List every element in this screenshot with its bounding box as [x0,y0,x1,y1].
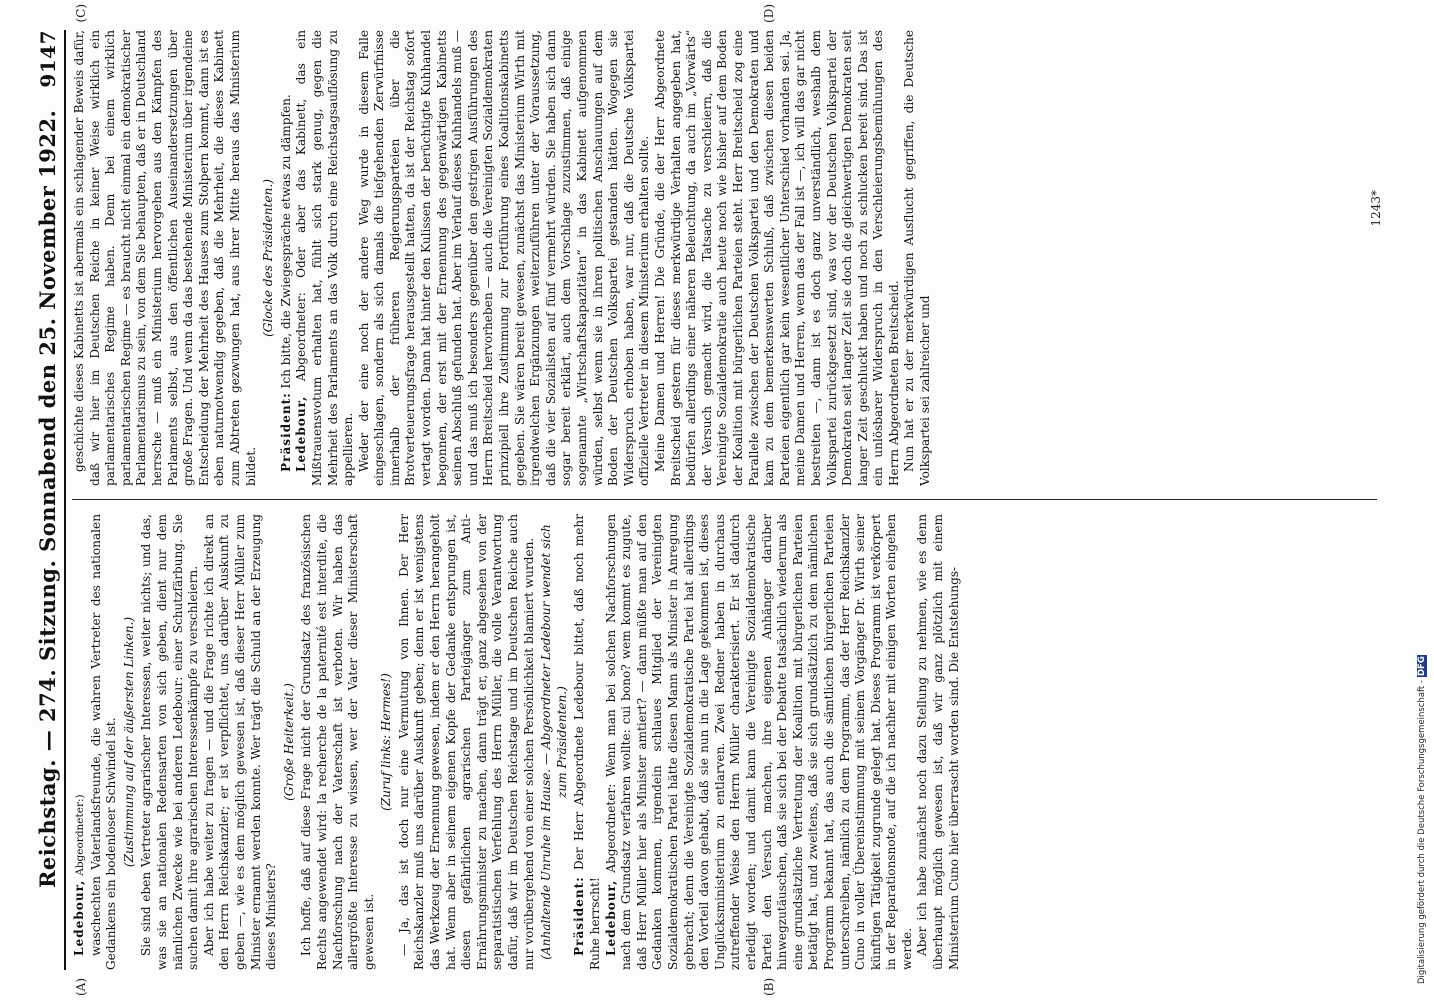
left-column [72,514,1377,970]
paragraph [139,514,201,970]
paragraph [539,514,570,970]
paragraph [294,30,356,486]
paragraph-text: Aber ich habe weiter zu fragen — und die Frage richte ich direkt an den Herrn Reichskanzler; er ist verpflichtet, uns darüber Auskunft zu geben —, wie es dem möglich gewesen ist, daß dieser Herr Müller zum Minister ernannt werden konnte. Wer trägt die Schuld an der Erzeugung dieses Ministers? [201,514,279,970]
speaker-name: Präsident: [572,876,587,956]
footer-mark: 1243* [1369,190,1383,227]
margin-marker-b: (B) [762,977,776,996]
paragraph-text: waschechten Vaterlandsfreunde, die wahren Vertreter des nationalen Gedankens ein bodenloser Schwindel ist. [88,514,119,970]
paragraph [653,30,903,486]
funding-note [1417,14,1431,984]
paragraph [604,514,916,970]
speaker-role: Abgeordneter:) [74,794,86,876]
margin-marker-d: (D) [762,4,776,23]
paragraph-text: Abgeordneter: Wenn man bei solchen Nachforschungen nach dem Grundsatz verfahren wollte: cui bono? wem kommt es zugute, daß Herr Müller hier als Minister amtiert? — dann müßte man auf den Gedanken kommen, irgendein schlaues Mitglied der Vereinigten Sozialdemokratischen Partei hätte diesen Mann als Minister in Anregung gebracht; denn die Vereinigte Sozialdemokratische Partei hat allerdings den Vorteil davon gehabt, daß sie nun in die Lage gekommen ist, dieses Unglücksministerium zu entlarven. Zwei Redner haben in durchaus zutreffender Weise den Herrn Müller charakterisiert. Er ist dadurch erledigt worden; und damit kann die Vereinigte Sozialdemokratische Partei den Versuch machen, ihre eigenen Anhänger darüber hinwegzutäuschen, daß sie sich bei der Debatte tatsächlich wiederum als eine grundsätzliche Vertretung der Koalition mit bürgerlichen Parteien betätigt hat, und zweitens, daß sie sich grundsätzlich zu dem nämlichen Programm bekannt hat, das auch die sämtlichen bürgerlichen Parteien unterschreiben, nämlich zu dem Programm, das der Herr Reichskanzler Cuno in voller Übereinstimmung mit seinem Vorgänger Dr. Wirth seiner künftigen Tätigkeit zugrunde gelegt hat. Dieses Programm ist verkörpert in der Reparationsnote, auf die ich nachher mit einigen Worten eingehen werde. [603,514,914,970]
speaker-name: Ledebour, [72,879,86,956]
paragraph-text: — Ja, das ist doch nur eine Vermutung von Ihnen. Der Herr Reichskanzler muß uns darüber Auskunft geben; denn er ist wenigstens das Werkzeug der Ernennung gewesen, indem er den Herrn herangeholt hat. Wenn aber in seinem eigenen Kopfe der Gedanke entsprungen ist, diesen gefährlichen agrarischen Parteigänger zum Anti-Ernährungsminister zu machen, dann trägt er, ganz abgesehen von der separatistischen Verfehlung des Herrn Müller, die volle Verantwortung dafür, daß wir im Deutschen Reichstage und im Deutschen Reiche auch nur vorübergehend von einer solchen Persönlichkeit blamiert wurden. [396,514,536,970]
dfg-logo: DFG [1417,656,1427,677]
paragraph-text: (Zuruf links: Hermes!) [379,673,394,811]
right-column [72,30,1377,486]
paragraph-text: (Große Heiterkeit.) [281,683,296,801]
page-header [35,30,66,970]
funding-note-text: Digitalisierung gefördert durch die Deutsche Forschungsgemeinschaft - [1417,680,1427,984]
paragraph [902,30,933,486]
newspaper-page [17,0,1417,1000]
paragraph-text: (Zustimmung auf der äußersten Linken.) [121,616,136,868]
speaker-name: Ledebour, [294,395,309,472]
paragraph [122,514,138,970]
paragraph-text: Ich bitte, die Zwiegespräche etwas zu dämpfen. [278,94,293,389]
paragraph-text: Sie sind eben Vertreter agrarischer Interessen, weiter nichts; und das, was sie an nationalen Redensarten von sich geben, dient nur dem nämlichen Zwecke wie bei anderen Ledebour: einer Schutzfärbung. Sie suchen damit ihre agrarischen Interessenkämpfe zu verschleiern. [139,514,201,970]
paragraph-text: (Glocke des Präsidenten.) [261,179,276,337]
paragraph-text: Abgeordneter: Oder aber das Kabinett, das ein Mißtrauensvotum erhalten hat, fühlt sich stark genug, gegen die Mehrheit des Parlaments an das Volk durch eine Reichstagsauflösung zu appellieren. [294,30,356,486]
paragraph [89,514,120,970]
paragraph [282,514,298,970]
column-divider [72,499,1377,500]
page-title: Reichstag. — 274. Sitzung. Sonnabend den 25. November 1922. [35,109,60,889]
paragraph-text: Nun hat er zu der merkwürdigen Ausflucht gegriffen, die Deutsche Volkspartei sei zahlreicher und [902,30,933,486]
paragraph [379,514,395,970]
paragraph [357,30,653,486]
paragraph-text: Weder der eine noch der andere Weg wurde in diesem Falle eingeschlagen, sondern als sich damals die tiefgehenden Zerwürfnisse innerhalb der früheren Regierungsparteien über die Brotverteuerungsfrage herausgestellt hatten, da ist der Reichstag sofort vertagt worden. Dann hat hinter den Kulissen der berüchtigte Kuhhandel begonnen, der erst mit der Ernennung des gegenwärtigen Kabinetts seinen Abschluß gefunden hat. Aber im Verlauf dieses Kuhhandels muß — und das muß ich besonders gegenüber den gestrigen Ausführungen des Herrn Breitscheid hervorheben — auch die Vereinigten Sozialdemokraten prinzipiell ihre Zustimmung zur Fortführung eines Koalitionskabinetts gegeben. Sie wären bereit gewesen, zunächst das Ministerium Wirth mit irgendwelchen Ergänzungen weiterzuführen unter der Voraussetzung, daß die vier Sozialisten auf fünf vermehrt würden. Sie haben sich dann sogar bereit erklärt, auch dem Vorschlage zuzustimmen, daß einige sogenannte „Wirtschaftskapazitäten“ in das Kabinett aufgenommen würden, selbst wenn sie in ihren politischen Anschauungen auf dem Boden der Deutschen Volkspartei gestanden hätten. Wogegen sie Widerspruch erhoben haben, war nur, daß die Deutsche Volkspartei offizielle Vertreter in diesem Ministerium erhalten sollte. [356,30,652,486]
speaker-name: Präsident: [278,392,293,472]
paragraph [261,30,277,486]
paragraph-text: Meine Damen und Herren! Die Gründe, die der Herr Abgeordnete Breitscheid gestern für dieses merkwürdige Verhalten angegeben hat, bedürfen allerdings einer näheren Beleuchtung, da auch im „Vorwärts“ der Versuch gemacht wird, die Tatsache zu verschleiern, daß die Vereinigte Sozialdemokratie auch heute noch wie bisher auf dem Boden der Koalition mit bürgerlichen Parteien steht. Herr Breitscheid zog eine Parallele zwischen der Deutschen Volkspartei und den Demokraten und kam zu dem bemerkenswerten Schluß, daß zwischen diesen beiden Parteien eigentlich gar kein wesentlicher Unterschied vorhanden sei. Ja, meine Damen und Herren, wenn das der Fall ist —, ich will das gar nicht bestreiten —, dann ist es doch ganz unverständlich, weshalb dem Volkspartei zurückgesetzt sind, was vor der Deutschen Volkspartei der Demokraten seit langer Zeit sie doch die gleichwertigen Demokraten seit langer Zeit geschluckt haben und noch zu schlucken bereit sind. Das ist ein unlösbarer Widerspruch in den Verschleierungsbemühungen des Herrn Abgeordneten Breitscheid. [652,30,901,486]
paragraph-text: geschichte dieses Kabinetts ist abermals ein schlagender Beweis dafür, daß wir hier im Deutschen Reiche in keiner Weise wirklich ein parlamentarisches Regime haben. Denn bei einem wirklich parlamentarischen Regime — es braucht nicht einmal ein demokratischer Parlamentarismus zu sein, von dem Sie behaupten, daß er in Deutschland herrsche — muß ein Ministerium hervorgehen aus den Kämpfen des Parlaments selbst, aus den öffentlichen Auseinandersetzungen über große Fragen. Und wenn da das bestehende Ministerium über irgendeine Entscheidung der Mehrheit des Hauses zum Stolpern kommt, dann ist es eben naturnotwendig gegeben, daß die Mehrheit, die dieses Kabinett zum Abtreten gezwungen hat, aus ihrer Mitte heraus das Ministerium bildet. [72,30,258,486]
margin-marker-a: (A) [74,977,88,996]
paragraph [397,514,537,970]
paragraph [202,514,280,970]
paragraph [279,30,295,486]
paragraph [572,514,603,970]
paragraph [299,514,377,970]
paragraph [72,30,259,486]
paragraph-text: Der Herr Abgeordnete Ledebour bittet, daß noch mehr Ruhe herrscht! [572,514,602,970]
speaker-name: Ledebour, [603,879,618,956]
paragraph [72,514,89,970]
paragraph-text: Aber ich habe zunächst noch dazu Stellung zu nehmen, wie es denn überhaupt möglich gewesen ist, daß wir ganz plötzlich mit einem Ministerium Cuno hier überrascht worden sind. Die Entstehungs- [915,514,961,970]
paragraph-text: Ich hoffe, daß auf diese Frage nicht der Grundsatz des französischen Rechts angewendet wird: la recherche de la paternité est interdite, die Nachforschung nach der Vaterschaft ist verboten. Wir haben das allergrößte Interesse zu wissen, wer der Vater dieser Ministerschaft gewesen ist. [299,514,376,970]
page-number: 9147 [36,30,60,88]
paragraph [915,514,962,970]
text-columns [72,4,1383,996]
paragraph-text: (Anhaltende Unruhe im Hause. — Abgeordneter Ledebour wendet sich zum Präsidenten.) [539,524,569,960]
margin-marker-c: (C) [74,4,88,23]
